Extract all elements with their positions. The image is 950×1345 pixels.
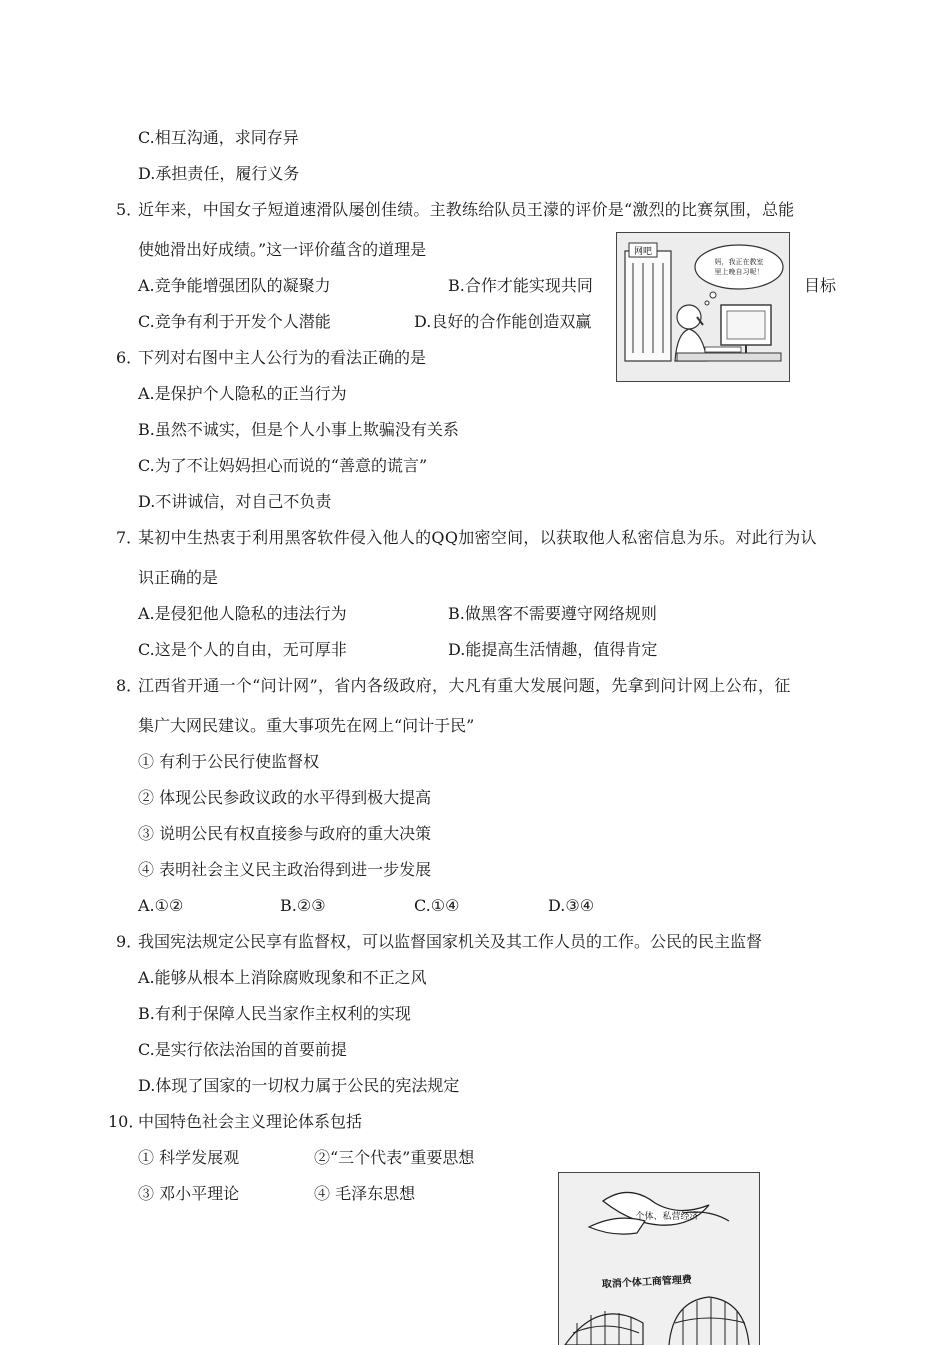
- q8-stem-line1: 江西省开通一个“问计网”，省内各级政府，大凡有重大发展问题，先拿到问计网上公布，征: [138, 676, 791, 695]
- q6-stem: 下列对右图中主人公行为的看法正确的是: [138, 348, 427, 367]
- q8-stem-line2: 集广大网民建议。重大事项先在网上“问计于民”: [138, 716, 475, 735]
- q5-option-d: D.良好的合作能创造双赢: [414, 312, 592, 331]
- q9-number: 9．: [116, 932, 143, 951]
- cartoon-bird-label: 个体、私营经济: [635, 1212, 699, 1222]
- q6-number: 6．: [116, 348, 143, 367]
- q10-number: 10．: [108, 1112, 145, 1131]
- q9-option-c: C.是实行依法治国的首要前提: [138, 1040, 347, 1059]
- q8-statement-3: ③ 说明公民有权直接参与政府的重大决策: [138, 824, 432, 843]
- q8-statement-2: ② 体现公民参政议政的水平得到极大提高: [138, 788, 432, 807]
- q8-statement-4: ④ 表明社会主义民主政治得到进一步发展: [138, 860, 432, 879]
- q10-statement-1: ① 科学发展观: [138, 1148, 240, 1167]
- internet-cafe-cartoon: [616, 232, 790, 382]
- q10-stem: 中国特色社会主义理论体系包括: [138, 1112, 363, 1131]
- cartoon-banner-label: 取消个体工商管理费: [601, 1274, 693, 1291]
- q8-option-d: D.③④: [548, 896, 595, 915]
- q8-number: 8．: [116, 676, 143, 695]
- q7-option-a: A.是侵犯他人隐私的违法行为: [138, 604, 347, 623]
- q4-option-d: D.承担责任，履行义务: [138, 164, 300, 183]
- q8-option-b: B.②③: [280, 896, 326, 915]
- q5-stem-line1: 近年来，中国女子短道速滑队屡创佳绩。主教练给队员王濛的评价是“激烈的比赛氛围，总能: [138, 200, 795, 219]
- q7-option-d: D.能提高生活情趣，值得肯定: [448, 640, 658, 659]
- q6-option-c: C.为了不让妈妈担心而说的“善意的谎言”: [138, 456, 428, 475]
- q5-option-b: B.合作才能实现共同: [448, 276, 593, 295]
- q7-option-c: C.这是个人的自由，无可厚非: [138, 640, 347, 659]
- cartoon-sign-text: 网吧: [633, 247, 653, 257]
- q5-option-b-tail: 目标: [804, 276, 837, 295]
- q6-option-b: B.虽然不诚实，但是个人小事上欺骗没有关系: [138, 420, 459, 439]
- q5-option-a: A.竞争能增强团队的凝聚力: [138, 276, 331, 295]
- q7-stem-line1: 某初中生热衷于利用黑客软件侵入他人的QQ加密空间，以获取他人私密信息为乐。对此行为认: [138, 528, 817, 547]
- q9-option-b: B.有利于保障人民当家作主权利的实现: [138, 1004, 411, 1023]
- q7-option-b: B.做黑客不需要遵守网络规则: [448, 604, 657, 623]
- q7-number: 7．: [116, 528, 143, 547]
- q9-option-a: A.能够从根本上消除腐败现象和不正之风: [138, 968, 427, 987]
- q10-statement-3: ③ 邓小平理论: [138, 1184, 240, 1203]
- q5-stem-line2: 使她滑出好成绩。”这一评价蕴含的道理是: [138, 240, 427, 259]
- cartoon-speech-line: 里上晚自习呢！: [714, 268, 764, 276]
- q9-option-d: D.体现了国家的一切权力属于公民的宪法规定: [138, 1076, 460, 1095]
- q5-number: 5．: [116, 200, 143, 219]
- q10-statement-4: ④ 毛泽东思想: [314, 1184, 416, 1203]
- birdcage-cartoon: [558, 1172, 760, 1345]
- q6-option-d: D.不讲诚信，对自己不负责: [138, 492, 332, 511]
- q5-option-c: C.竞争有利于开发个人潜能: [138, 312, 331, 331]
- q9-stem: 我国宪法规定公民享有监督权，可以监督国家机关及其工作人员的工作。公民的民主监督: [138, 932, 763, 951]
- cartoon-speech-line: 妈，我正在教室: [714, 258, 764, 266]
- q8-statement-1: ① 有利于公民行使监督权: [138, 752, 320, 771]
- q8-option-a: A.①②: [138, 896, 184, 915]
- q6-option-a: A.是保护个人隐私的正当行为: [138, 384, 347, 403]
- q7-stem-line2: 识正确的是: [138, 568, 219, 587]
- q10-statement-2: ②“三个代表”重要思想: [314, 1148, 475, 1167]
- q4-option-c: C.相互沟通，求同存异: [138, 128, 299, 147]
- q8-option-c: C.①④: [414, 896, 460, 915]
